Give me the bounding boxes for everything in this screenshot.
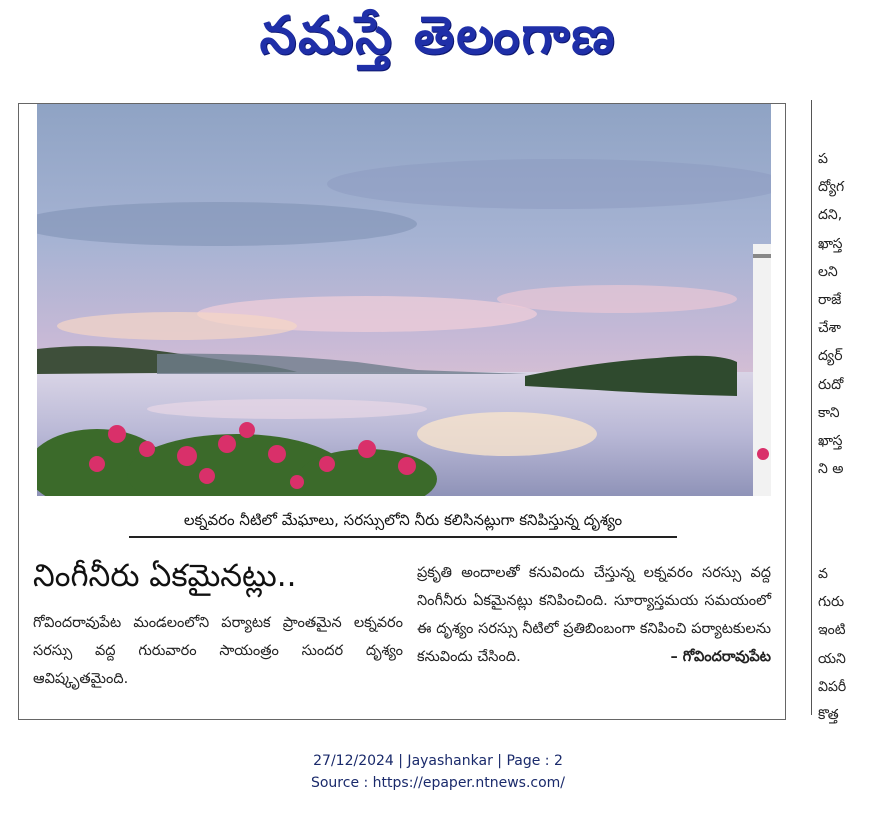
footer-source-line: Source : https://epaper.ntnews.com/	[310, 775, 566, 791]
neighbor-line: ఖాస్త	[818, 235, 843, 252]
masthead	[0, 0, 876, 84]
lake-photo	[37, 104, 771, 496]
article-body-right-text: ప్రకృతి అందాలతో కనువిందు చేస్తున్న లక్నవరం సరస్సు వద్ద నింగీనీరు ఏకమైనట్లు కనిపించింది. సూర్యాస్తమయ సమయంలో ఈ దృశ్యం సరస్సు నీటిలో ప్రతిబింబంగా కనిపించి పర్యాటకులను కనువిందు చేసింది.	[417, 565, 771, 665]
neighbor-line: దని,	[818, 207, 843, 224]
neighbor-line: ప	[818, 151, 828, 167]
page-footer	[0, 750, 876, 794]
article-clipping	[18, 103, 786, 720]
neighbor-column-bottom	[818, 560, 876, 729]
neighbor-line: రుదో	[818, 376, 844, 393]
neighbor-column-top	[818, 145, 876, 483]
article-headline: నింగీనీరు ఏకమైనట్లు..	[33, 558, 297, 594]
neighbor-line: కాని	[818, 404, 840, 421]
neighbor-line: వ	[818, 566, 828, 582]
article-body-right	[417, 559, 771, 671]
neighbor-line: చేశా	[818, 320, 841, 337]
photo-caption: లక్నవరం నీటిలో మేఘాలు, సరస్సులోని నీరు కలిసినట్లుగా కనిపిస్తున్న దృశ్యం	[129, 510, 677, 538]
neighbor-line: గురు	[818, 594, 845, 611]
article-byline: – గోవిందరావుపేట	[670, 649, 771, 665]
neighbor-line: విపరీ	[818, 678, 847, 695]
footer-date-line: 27/12/2024 | Jayashankar | Page : 2	[313, 753, 563, 769]
neighbor-line: ద్యోగ	[818, 179, 845, 196]
neighbor-line: ని అ	[818, 461, 844, 478]
neighbor-line: కొత్త	[818, 707, 839, 724]
neighbor-line: ఖాస్త	[818, 433, 843, 450]
neighbor-line: ద్యర్	[818, 348, 843, 365]
neighbor-line: లని	[818, 263, 838, 280]
newspaper-logo: నమస్తే తెలంగాణ	[259, 5, 617, 66]
neighbor-line: రాజే	[818, 292, 842, 309]
article-body-left: గోవిందరావుపేట మండలంలోని పర్యాటక ప్రాంతమైన లక్నవరం సరస్సు వద్ద గురువారం సాయంత్రం సుందర దృశ్యం ఆవిష్కృతమైంది.	[33, 615, 403, 687]
neighbor-line: ఇంటి	[818, 622, 846, 639]
column-divider	[811, 100, 812, 715]
neighbor-line: యని	[818, 650, 846, 667]
